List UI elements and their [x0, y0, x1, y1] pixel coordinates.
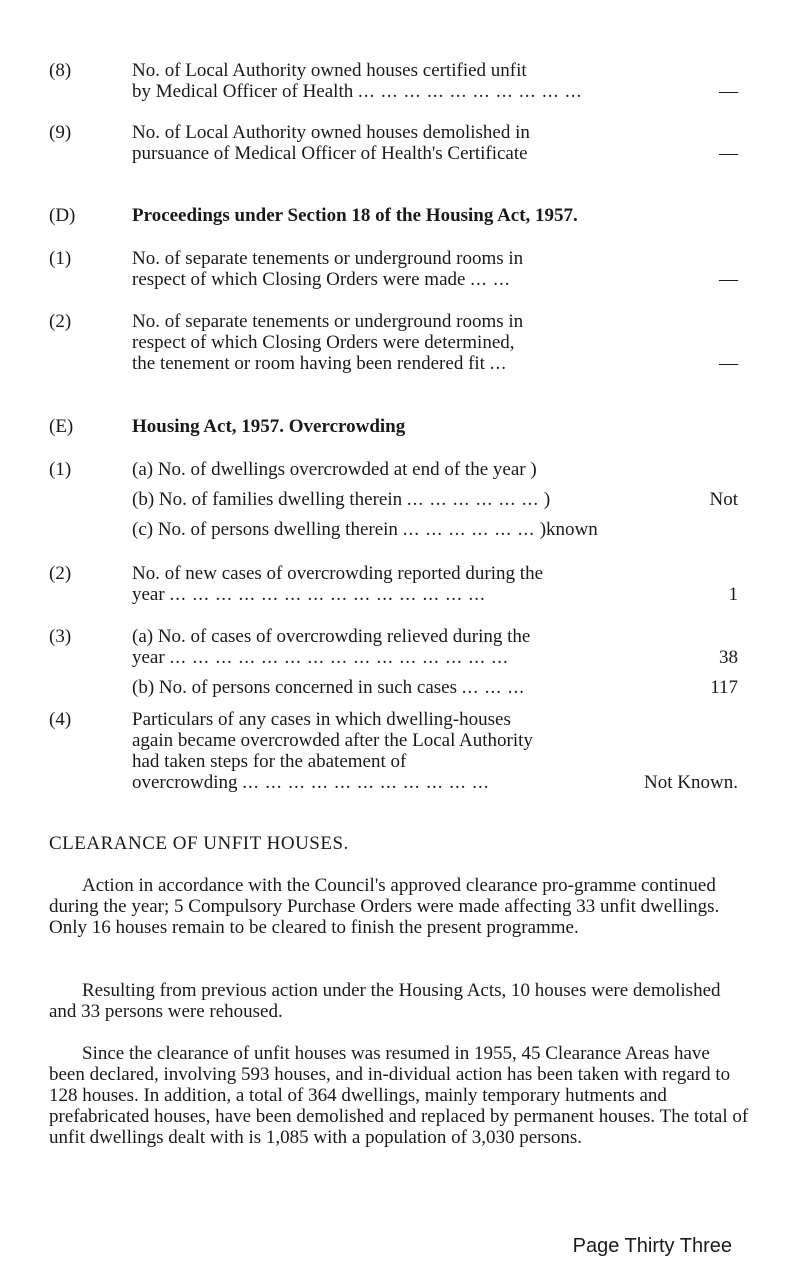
item-text: No. of Local Authority owned houses demolished in — [132, 122, 530, 143]
section-letter: (E) — [49, 416, 74, 437]
item-number: (1) — [49, 459, 72, 480]
clearance-paragraph-2 — [49, 980, 749, 1022]
leader-dots: ... ... ... ... ... ... ... ... ... ... ... ... ... ... — [169, 584, 486, 605]
item-text: (a) No. of cases of overcrowding relieved during the — [132, 626, 531, 647]
item-text: respect of which Closing Orders were determined, — [132, 332, 515, 353]
item-number: (3) — [49, 626, 72, 647]
item-text: by Medical Officer of Health — [132, 81, 354, 102]
leader-dots: ... ... ... ... ... ... ... ... ... ... ... — [242, 772, 490, 793]
leader-dots: ... ... — [470, 269, 511, 290]
item-text: had taken steps for the abatement of — [132, 751, 407, 772]
item-text: No. of Local Authority owned houses certified unfit — [132, 60, 527, 81]
item-text: No. of separate tenements or underground rooms in — [132, 311, 524, 332]
item-value: 117 — [710, 677, 738, 698]
item-text: No. of new cases of overcrowding reported during the — [132, 563, 544, 584]
paragraph-text: Action in accordance with the Council's approved clearance pro-gramme continued during the year; 5 Compulsory Purchase Orders were made affecting 33 unfit dwellings. Only 16 houses remain to be cleared to finish the present programme. — [49, 875, 720, 938]
item-text: overcrowding — [132, 772, 238, 793]
item-text: again became overcrowded after the Local Authority — [132, 730, 533, 751]
item-value: Not — [709, 489, 738, 510]
item-number: (4) — [49, 709, 72, 730]
leader-dots: ... ... ... ... ... ... — [402, 519, 535, 540]
paragraph-text: Resulting from previous action under the Housing Acts, 10 houses were demolished and 33 persons were rehoused. — [49, 980, 721, 1022]
clearance-heading: CLEARANCE OF UNFIT HOUSES. — [49, 833, 349, 854]
bracket-known: )known — [539, 519, 598, 540]
section-letter: (D) — [49, 205, 76, 226]
item-text: (b) No. of persons concerned in such cases — [132, 677, 458, 698]
leader-dots: ... ... ... ... ... ... — [406, 489, 540, 510]
item-value: 1 — [728, 584, 738, 605]
item-text: respect of which Closing Orders were made — [132, 269, 466, 290]
bracket: ) — [543, 489, 551, 510]
item-text: the tenement or room having been rendered fit — [132, 353, 485, 374]
item-value: — — [719, 353, 738, 374]
item-number: (2) — [49, 563, 72, 584]
section-title: Housing Act, 1957. Overcrowding — [132, 416, 406, 437]
item-text: year — [132, 647, 165, 668]
leader-dots: ... ... ... — [461, 677, 526, 698]
item-text: (b) No. of families dwelling therein — [132, 489, 403, 510]
item-number: (2) — [49, 311, 72, 332]
leader-dots: ... ... ... ... ... ... ... ... ... ... ... ... ... ... ... — [169, 647, 509, 668]
item-value: — — [719, 81, 738, 102]
leader-dots: ... — [489, 353, 507, 374]
item-number: (9) — [49, 122, 72, 143]
clearance-paragraph-1 — [49, 875, 749, 938]
leader-dots: ... ... ... ... ... ... ... ... ... ... — [357, 81, 583, 102]
clearance-paragraph-3 — [49, 1043, 749, 1148]
paragraph-text: Since the clearance of unfit houses was resumed in 1955, 45 Clearance Areas have been declared, involving 593 houses, and in-dividual action has been taken with regard to 128 houses. In addition, a total of 364 dwellings, mainly temporary hutments and prefabricated houses, have been demolished and replaced by permanent houses. The total of unfit dwellings dealt with is 1,085 with a population of 3,030 persons. — [49, 1043, 749, 1148]
item-text: (a) No. of dwellings overcrowded at end of the year ) — [132, 459, 537, 480]
page-number: Page Thirty Three — [572, 1235, 732, 1257]
item-value: Not Known. — [644, 772, 738, 793]
item-value: — — [719, 143, 738, 164]
item-text: Particulars of any cases in which dwelling-houses — [132, 709, 511, 730]
item-text: pursuance of Medical Officer of Health's Certificate — [132, 143, 528, 164]
section-title: Proceedings under Section 18 of the Housing Act, 1957. — [132, 205, 578, 226]
item-text: No. of separate tenements or underground rooms in — [132, 248, 524, 269]
item-number: (8) — [49, 60, 72, 81]
item-value: — — [719, 269, 738, 290]
item-value: 38 — [719, 647, 738, 668]
item-text: year — [132, 584, 165, 605]
item-number: (1) — [49, 248, 72, 269]
item-text: (c) No. of persons dwelling therein — [132, 519, 398, 540]
